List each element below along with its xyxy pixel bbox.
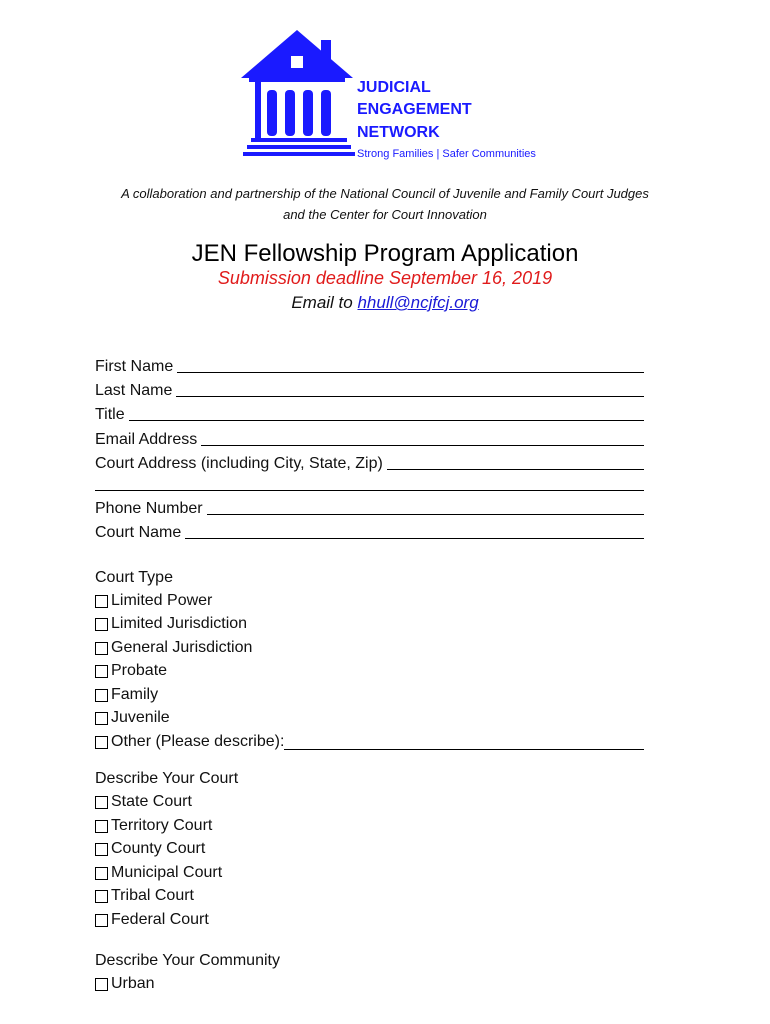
option-label: Other (Please describe):: [111, 733, 285, 750]
first-name-line[interactable]: [177, 371, 644, 373]
checkbox[interactable]: [95, 642, 108, 655]
court-address-line-2[interactable]: [95, 490, 644, 491]
page-title: JEN Fellowship Program Application: [191, 240, 579, 267]
option-label: Federal Court: [111, 911, 209, 928]
describe-court-option[interactable]: [95, 793, 192, 811]
court-type-option[interactable]: [95, 592, 212, 610]
describe-community-heading: Describe Your Community: [95, 952, 280, 969]
court-name-label: Court Name: [95, 524, 182, 541]
option-label: Tribal Court: [111, 887, 194, 904]
first-name-label: First Name: [95, 358, 174, 375]
first-name-field[interactable]: [95, 356, 644, 376]
option-label: County Court: [111, 840, 206, 857]
court-type-option[interactable]: [95, 686, 158, 704]
checkbox[interactable]: [95, 712, 108, 725]
checkbox[interactable]: [95, 978, 108, 991]
logo-text-network: NETWORK: [357, 124, 440, 141]
option-label: Limited Jurisdiction: [111, 615, 248, 632]
describe-community-option[interactable]: [95, 975, 155, 993]
last-name-field[interactable]: [95, 380, 644, 400]
email-instruction: [0, 293, 770, 313]
title-field[interactable]: [95, 404, 644, 424]
describe-court-option[interactable]: [95, 864, 222, 882]
title-line[interactable]: [129, 419, 644, 421]
logo-text-engagement: ENGAGEMENT: [357, 101, 472, 118]
court-address-line[interactable]: [387, 468, 644, 470]
court-type-heading: Court Type: [95, 569, 173, 586]
last-name-line[interactable]: [176, 395, 644, 397]
court-address-label: Court Address (including City, State, Zip): [95, 455, 383, 472]
describe-court-option[interactable]: [95, 887, 194, 905]
describe-court-heading: Describe Your Court: [95, 770, 239, 787]
option-label: Juvenile: [111, 709, 170, 726]
email-field[interactable]: [95, 429, 644, 449]
phone-label: Phone Number: [95, 500, 203, 517]
checkbox[interactable]: [95, 843, 108, 856]
checkbox[interactable]: [95, 736, 108, 749]
option-label: Limited Power: [111, 592, 213, 609]
option-label: Territory Court: [111, 817, 213, 834]
collaboration-line-1: A collaboration and partnership of the National Council of Juvenile and Family Court Judges: [121, 186, 649, 201]
logo-text-judicial: JUDICIAL: [357, 79, 431, 96]
option-label: Urban: [111, 975, 155, 992]
option-label: Municipal Court: [111, 864, 223, 881]
court-type-option[interactable]: [95, 662, 167, 680]
other-describe-line[interactable]: [284, 735, 644, 750]
checkbox[interactable]: [95, 820, 108, 833]
checkbox[interactable]: [95, 665, 108, 678]
option-label: Family: [111, 686, 159, 703]
court-address-field[interactable]: [95, 453, 644, 473]
court-type-option[interactable]: [95, 615, 247, 633]
last-name-label: Last Name: [95, 382, 173, 399]
email-line[interactable]: [201, 444, 644, 446]
describe-court-option[interactable]: [95, 817, 212, 835]
court-type-option-other[interactable]: [95, 733, 644, 751]
submission-deadline: Submission deadline September 16, 2019: [217, 268, 553, 288]
describe-court-option[interactable]: [95, 840, 205, 858]
email-label: Email Address: [95, 431, 198, 448]
collaboration-line-2: and the Center for Court Innovation: [283, 207, 487, 222]
checkbox[interactable]: [95, 890, 108, 903]
email-prefix: Email to: [291, 293, 358, 312]
court-name-line[interactable]: [185, 537, 644, 539]
checkbox[interactable]: [95, 867, 108, 880]
court-type-option[interactable]: [95, 639, 252, 657]
title-label: Title: [95, 406, 125, 423]
court-name-field[interactable]: [95, 522, 644, 542]
judicial-engagement-network-logo: [239, 28, 539, 164]
checkbox[interactable]: [95, 595, 108, 608]
checkbox[interactable]: [95, 689, 108, 702]
email-link[interactable]: hhull@ncjfcj.org: [357, 293, 479, 312]
describe-court-option[interactable]: [95, 911, 209, 929]
court-type-option[interactable]: [95, 709, 170, 727]
checkbox[interactable]: [95, 914, 108, 927]
logo-tagline: Strong Families | Safer Communities: [357, 148, 536, 160]
checkbox[interactable]: [95, 796, 108, 809]
phone-line[interactable]: [207, 513, 644, 515]
phone-field[interactable]: [95, 498, 644, 518]
option-label: General Jurisdiction: [111, 639, 253, 656]
checkbox[interactable]: [95, 618, 108, 631]
option-label: Probate: [111, 662, 168, 679]
option-label: State Court: [111, 793, 192, 810]
